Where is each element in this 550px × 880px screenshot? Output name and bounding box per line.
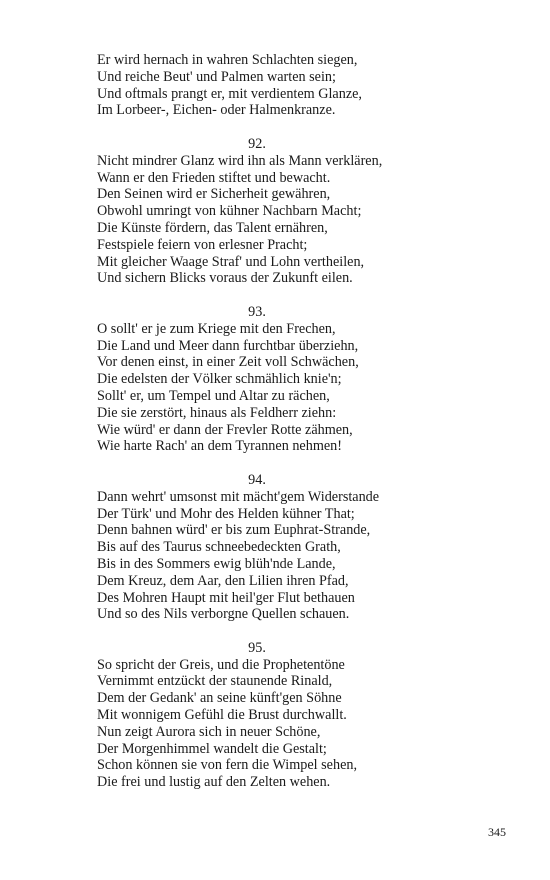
verse-line: Und so des Nils verborgne Quellen schauen.	[97, 606, 350, 623]
verse-line: Wie würd' er dann der Frevler Rotte zähmen,	[97, 421, 353, 438]
verse-line: Dem Kreuz, dem Aar, den Lilien ihren Pfad,	[97, 572, 349, 589]
verse-line: Nicht mindrer Glanz wird ihn als Mann verklären,	[97, 152, 383, 169]
verse-line: Die frei und lustig auf den Zelten wehen.	[97, 774, 331, 791]
verse-line: Und reiche Beut' und Palmen warten sein;	[97, 68, 336, 85]
verse-line: Nun zeigt Aurora sich in neuer Schöne,	[97, 723, 321, 740]
verse-line: Denn bahnen würd' er bis zum Euphrat-Strande,	[97, 522, 371, 539]
verse-line: Bis auf des Taurus schneebedeckten Grath,	[97, 539, 341, 556]
verse-line: Des Mohren Haupt mit heil'ger Flut bethauen	[97, 589, 355, 606]
verse-line: Vor denen einst, in einer Zeit voll Schwächen,	[97, 354, 359, 371]
stanza-number: 95.	[248, 639, 266, 656]
verse-line: Mit wonnigem Gefühl die Brust durchwallt.	[97, 707, 347, 724]
verse-line: Wann er den Frieden stiftet und bewacht.	[97, 169, 331, 186]
stanza-number: 92.	[248, 135, 266, 152]
verse-line: Der Morgenhimmel wandelt die Gestalt;	[97, 740, 327, 757]
verse-line: Mit gleicher Waage Straf' und Lohn vertheilen,	[97, 253, 365, 270]
verse-line: Dem der Gedank' an seine künft'gen Söhne	[97, 690, 342, 707]
verse-line: Schon können sie von fern die Wimpel sehen,	[97, 757, 358, 774]
verse-line: O sollt' er je zum Kriege mit den Frechen,	[97, 320, 336, 337]
verse-line: Im Lorbeer-, Eichen- oder Halmenkranze.	[97, 102, 336, 119]
verse-line: Den Seinen wird er Sicherheit gewähren,	[97, 186, 331, 203]
verse-line: Und sichern Blicks voraus der Zukunft eilen.	[97, 270, 353, 287]
verse-line: Und oftmals prangt er, mit verdientem Glanze,	[97, 85, 362, 102]
stanza	[97, 52, 497, 119]
verse-line: Die Künste fördern, das Talent ernähren,	[97, 219, 328, 236]
stanza	[97, 136, 497, 287]
poem-text	[97, 52, 497, 791]
verse-line: Bis in des Sommers ewig blüh'nde Lande,	[97, 555, 336, 572]
stanza-number: 93.	[248, 303, 266, 320]
verse-line: Die edelsten der Völker schmählich knie'n;	[97, 371, 342, 388]
verse-line: Vernimmt entzückt der staunende Rinald,	[97, 673, 333, 690]
verse-line: Er wird hernach in wahren Schlachten siegen,	[97, 52, 358, 68]
page-number: 345	[488, 825, 506, 839]
verse-line: Sollt' er, um Tempel und Altar zu rächen,	[97, 387, 330, 404]
verse-line: Festspiele feiern von erlesner Pracht;	[97, 236, 308, 253]
verse-line: Obwohl umringt von kühner Nachbarn Macht;	[97, 203, 362, 220]
stanza	[97, 472, 497, 623]
verse-line: Wie harte Rach' an dem Tyrannen nehmen!	[97, 438, 342, 455]
verse-line: So spricht der Greis, und die Prophetentöne	[97, 656, 345, 673]
verse-line: Der Türk' und Mohr des Helden kühner That;	[97, 505, 355, 522]
verse-line: Die Land und Meer dann furchtbar überziehn,	[97, 337, 359, 354]
verse-line: Dann wehrt' umsonst mit mächt'gem Widerstande	[97, 488, 380, 505]
stanza-number: 94.	[248, 471, 266, 488]
stanza	[97, 640, 497, 791]
stanza	[97, 304, 497, 455]
verse-line: Die sie zerstört, hinaus als Feldherr ziehn:	[97, 404, 337, 421]
